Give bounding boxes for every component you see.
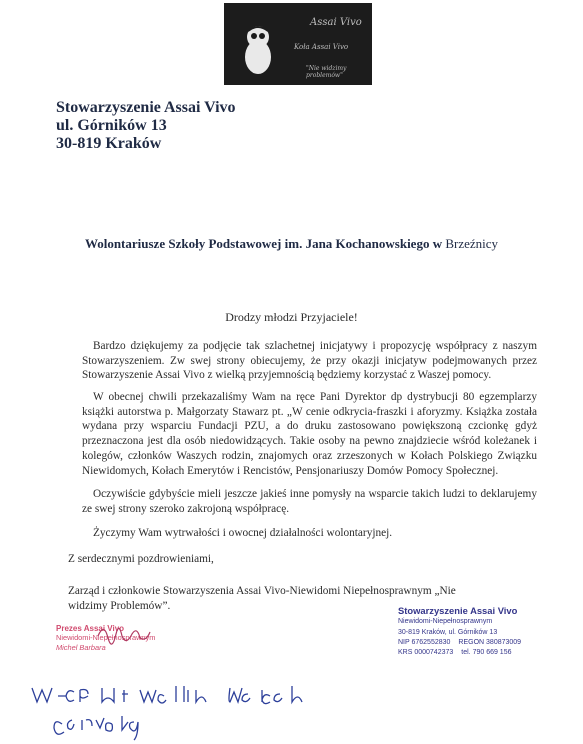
closing-regards: Z serdecznymi pozdrowieniami, <box>68 553 214 565</box>
recipient-town: Brzeźnicy <box>445 236 499 251</box>
signature-scribble-president <box>98 628 150 644</box>
paragraph-1: Bardzo dziękujemy za podjęcie tak szlachetnej inicjatywy i propozycję współpracy z naszym Stowarzyszeniem. Zw swej strony obiecujemy, że przy okazji inicjatyw podejmowanych przez Stowarzyszenie Assai Vivo z wielką przyjemnością będziemy korzystać z Waszej pomocy. <box>82 340 537 382</box>
sender-street: ul. Górników 13 <box>56 117 167 134</box>
greeting: Drodzy młodzi Przyjaciele! <box>225 310 358 324</box>
logo-title: Assai Vivo <box>310 17 362 28</box>
logo-motto: "Nie widzimy problemów" <box>306 65 347 79</box>
sender-city: 30-819 Kraków <box>56 135 162 152</box>
association-stamp-regon: REGON 380873009 <box>458 639 522 646</box>
association-stamp-subtitle: Niewidomi-Niepełnosprawnym <box>398 618 493 625</box>
sender-name: Stowarzyszenie Assai Vivo <box>56 99 236 116</box>
association-stamp-tel: tel. 790 669 156 <box>461 649 512 656</box>
recipient-main: Wolontariusze Szkoły Podstawowej im. Jana Kochanowskiego w <box>84 236 443 251</box>
signature-handwriting-line-1 <box>32 686 302 704</box>
association-stamp-name: Stowarzyszenie Assai Vivo <box>398 605 518 616</box>
president-stamp-org: Niewidomi-Niepełnosprawnym <box>56 633 156 643</box>
paragraph-2: W obecnej chwili przekazaliśmy Wam na ręce Pani Dyrektor dp dystrybucji 80 egzemplarzy książki autorstwa p. Małgorzaty Stawarz pt. „W cenie odkrycia-fraszki i aforyzmy. Książka została wydana przy wsparciu Fundacji PZU, a do druku zastosowano powiększoną czcionkę gdyż przeznaczona jest dla osób niedowidzących. Takie osoby na pewno znajdziecie wśród koleżanek i kolegów, członków Waszych rodzin, znajomych oraz zrzeszonych w Kołach Polskiego Związku Niewidomych, Kołach Emerytów i Rencistów, Pensjonariuszy Domów Pomocy Społecznej. <box>82 391 537 477</box>
paragraph-4: Życzymy Wam wytrwałości i owocnej działalności wolontaryjnej. <box>93 527 393 539</box>
logo-subtitle: Koła Assai Vivo <box>294 43 349 51</box>
association-stamp-nip: NIP 6762552830 <box>398 639 451 646</box>
president-stamp-name: Michel Barbara <box>56 642 106 652</box>
association-stamp-krs: KRS 0000742373 <box>398 649 454 656</box>
signature-handwriting-line-2 <box>54 716 138 740</box>
closing-signature: Zarząd i członkowie Stowarzyszenia Assai Vivo-Niewidomi Niepełnosprawnym „Nie widzimy Problemów”. <box>68 585 456 612</box>
president-stamp-title: Prezes Assai Vivo <box>56 624 125 633</box>
paragraph-3: Oczywiście gdybyście mieli jeszcze jakieś inne pomysły na wsparcie takich ludzi to deklarujemy ze swej strony szeroko zakrojoną współpracę. <box>82 488 537 515</box>
association-stamp-address: 30-819 Kraków, ul. Górników 13 <box>398 629 498 636</box>
